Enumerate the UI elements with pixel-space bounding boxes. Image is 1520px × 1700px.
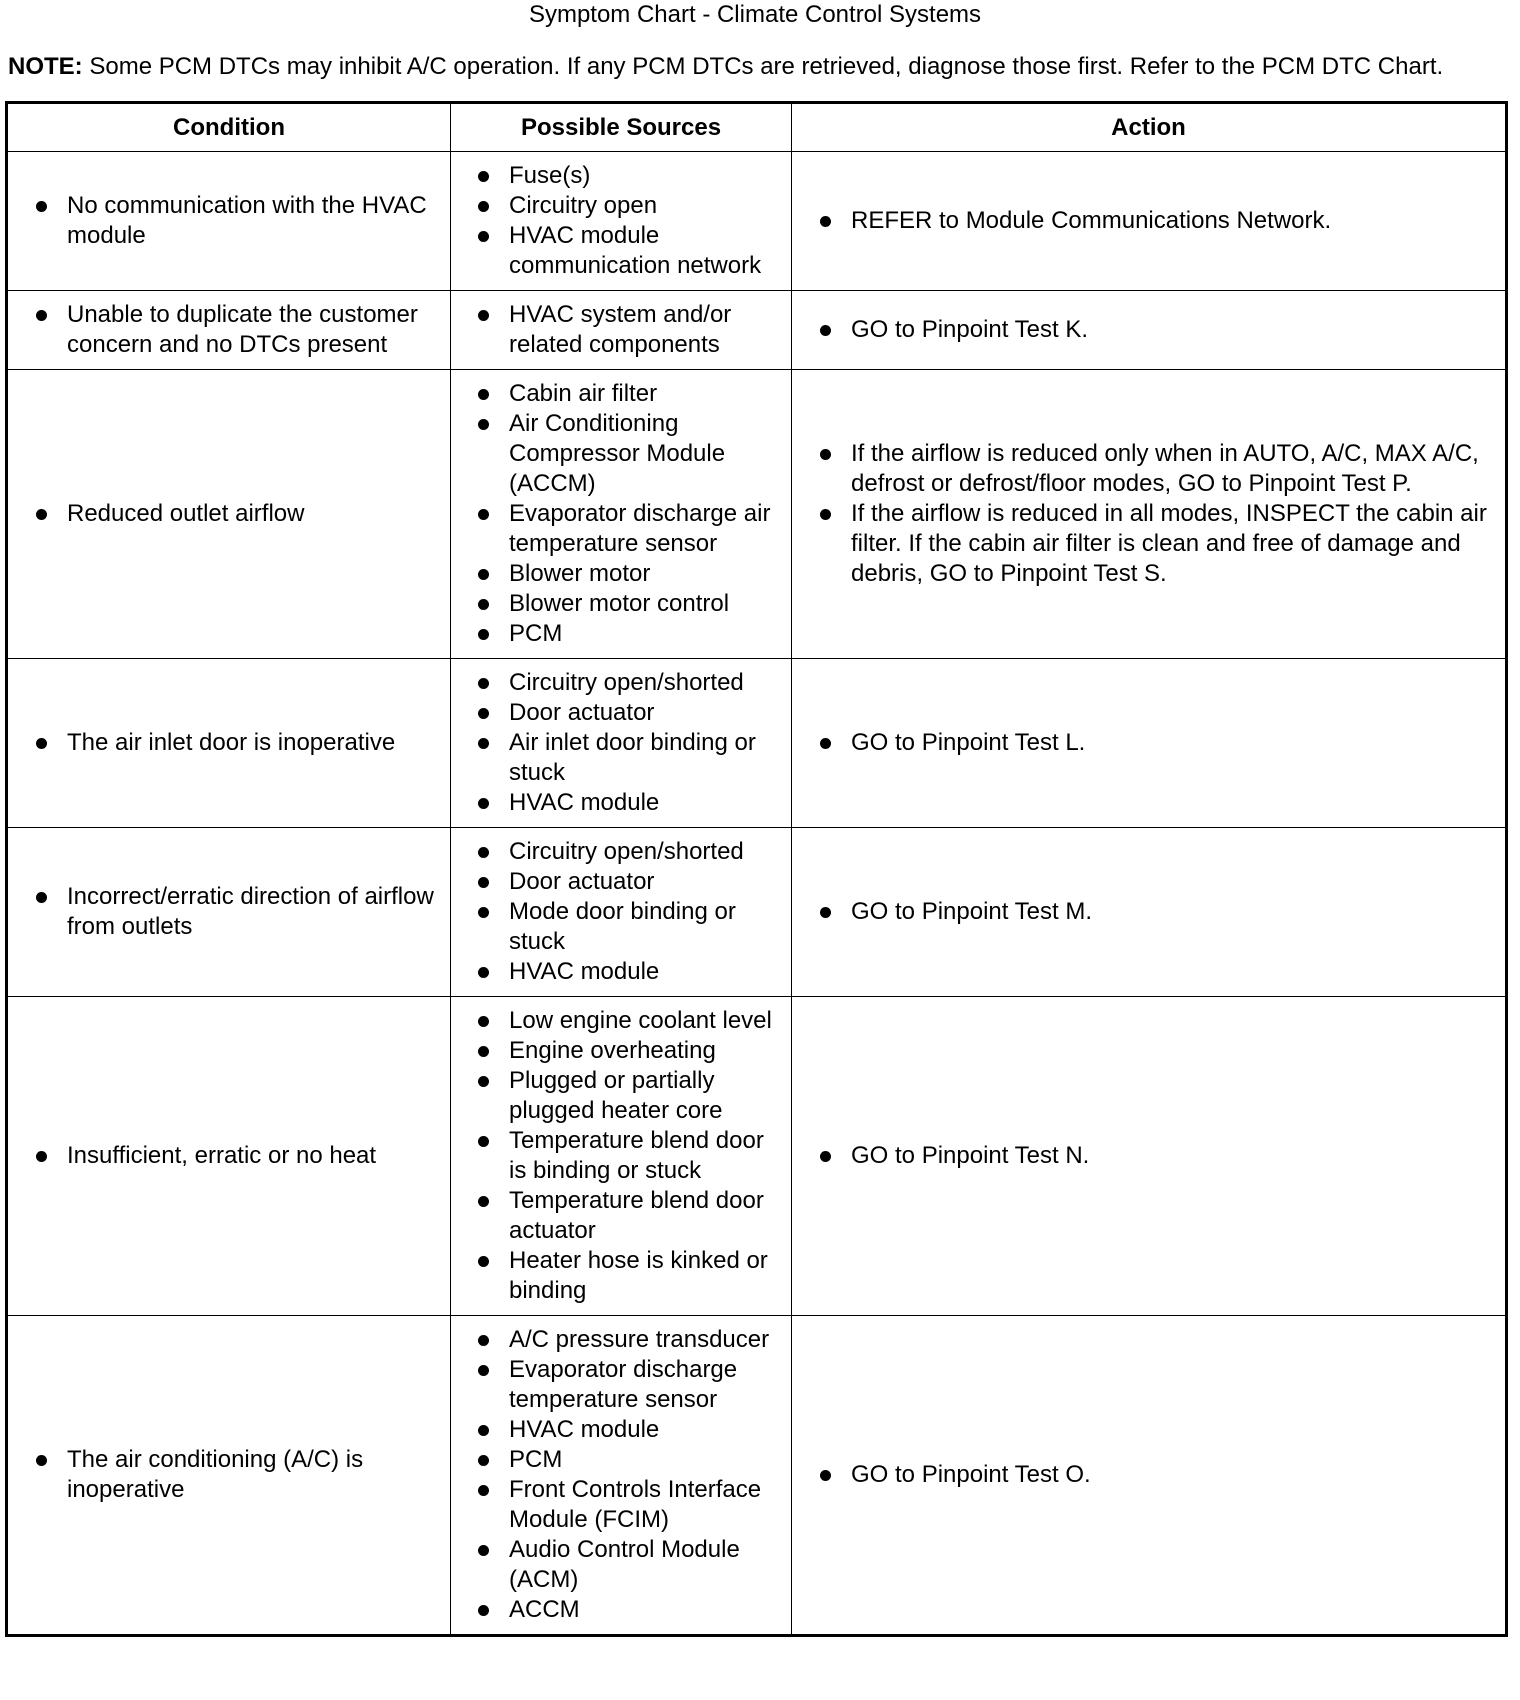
condition-cell-list [8,300,450,360]
list-item: GO to Pinpoint Test O. [851,1460,1495,1490]
list-item: No communication with the HVAC module [67,191,444,251]
note-label: NOTE: [8,53,83,80]
condition-cell [7,1316,451,1636]
action-cell-list [792,1460,1505,1490]
list-item: PCM [509,1445,787,1475]
list-item: Air Conditioning Compressor Module (ACCM) [509,409,787,499]
list-item: GO to Pinpoint Test L. [851,728,1495,758]
list-item: Temperature blend door is binding or stuck [509,1126,787,1186]
sources-cell-list [451,291,791,369]
list-item: Front Controls Interface Module (FCIM) [509,1475,787,1535]
list-item: REFER to Module Communications Network. [851,206,1495,236]
list-item: HVAC system and/or related components [509,300,787,360]
table-row [7,1316,1507,1636]
condition-cell-list [8,499,450,529]
list-item: Low engine coolant level [509,1006,787,1036]
list-item: GO to Pinpoint Test K. [851,315,1495,345]
list-item: Air inlet door binding or stuck [509,728,787,788]
list-item: Cabin air filter [509,379,787,409]
action-cell [792,997,1507,1316]
list-item: If the airflow is reduced only when in AUTO, A/C, MAX A/C, defrost or defrost/floor modes, GO to Pinpoint Test P. [851,439,1495,499]
action-cell-list [792,439,1505,589]
sources-cell [451,659,792,828]
list-item: Engine overheating [509,1036,787,1066]
condition-cell-list [8,1141,450,1171]
symptom-table [5,101,1508,1637]
table-row [7,152,1507,291]
action-cell [792,659,1507,828]
action-cell-list [792,728,1505,758]
list-item: Insufficient, erratic or no heat [67,1141,444,1171]
sources-cell [451,828,792,997]
sources-cell-list [451,1316,791,1634]
list-item: ACCM [509,1595,787,1625]
action-cell-list [792,897,1505,927]
header-condition: Condition [7,103,451,152]
header-row [7,103,1507,152]
sources-cell [451,997,792,1316]
list-item: Door actuator [509,698,787,728]
condition-cell-list [8,882,450,942]
table-row [7,291,1507,370]
list-item: Unable to duplicate the customer concern and no DTCs present [67,300,444,360]
list-item: Door actuator [509,867,787,897]
list-item: Blower motor control [509,589,787,619]
sources-cell [451,152,792,291]
condition-cell [7,659,451,828]
note-text: Some PCM DTCs may inhibit A/C operation. If any PCM DTCs are retrieved, diagnose those first. Refer to the PCM DTC Chart. [82,53,1444,80]
table-row [7,659,1507,828]
action-cell [792,152,1507,291]
action-cell-list [792,206,1505,236]
condition-cell [7,370,451,659]
condition-cell-list [8,728,450,758]
condition-cell [7,291,451,370]
header-possible-sources: Possible Sources [451,103,792,152]
list-item: Plugged or partially plugged heater core [509,1066,787,1126]
condition-cell-list [8,1445,450,1505]
list-item: Circuitry open/shorted [509,837,787,867]
header-action: Action [792,103,1507,152]
condition-cell [7,828,451,997]
sources-cell-list [451,828,791,996]
list-item: GO to Pinpoint Test M. [851,897,1495,927]
action-cell-list [792,315,1505,345]
table-row [7,828,1507,997]
action-cell [792,828,1507,997]
list-item: The air inlet door is inoperative [67,728,444,758]
action-cell [792,291,1507,370]
list-item: Evaporator discharge temperature sensor [509,1355,787,1415]
page-title: Symptom Chart - Climate Control Systems [528,1,982,28]
list-item: Evaporator discharge air temperature sensor [509,499,787,559]
list-item: If the airflow is reduced in all modes, INSPECT the cabin air filter. If the cabin air filter is clean and free of damage and debris, GO to Pinpoint Test S. [851,499,1495,589]
sources-cell-list [451,370,791,658]
table-row [7,370,1507,659]
list-item: Mode door binding or stuck [509,897,787,957]
sources-cell [451,370,792,659]
action-cell-list [792,1141,1505,1171]
sources-cell [451,1316,792,1636]
list-item: Circuitry open/shorted [509,668,787,698]
list-item: HVAC module [509,788,787,818]
list-item: The air conditioning (A/C) is inoperative [67,1445,444,1505]
list-item: Fuse(s) [509,161,787,191]
list-item: GO to Pinpoint Test N. [851,1141,1495,1171]
condition-cell-list [8,191,450,251]
list-item: Blower motor [509,559,787,589]
table-row [7,997,1507,1316]
list-item: HVAC module [509,1415,787,1445]
sources-cell [451,291,792,370]
list-item: HVAC module communication network [509,221,787,281]
action-cell [792,1316,1507,1636]
condition-cell [7,997,451,1316]
condition-cell [7,152,451,291]
list-item: Audio Control Module (ACM) [509,1535,787,1595]
list-item: Heater hose is kinked or binding [509,1246,787,1306]
list-item: Circuitry open [509,191,787,221]
sources-cell-list [451,152,791,290]
list-item: HVAC module [509,957,787,987]
list-item: Reduced outlet airflow [67,499,444,529]
list-item: PCM [509,619,787,649]
sources-cell-list [451,659,791,827]
note [8,52,1443,82]
list-item: A/C pressure transducer [509,1325,787,1355]
list-item: Temperature blend door actuator [509,1186,787,1246]
list-item: Incorrect/erratic direction of airflow from outlets [67,882,444,942]
action-cell [792,370,1507,659]
sources-cell-list [451,997,791,1315]
